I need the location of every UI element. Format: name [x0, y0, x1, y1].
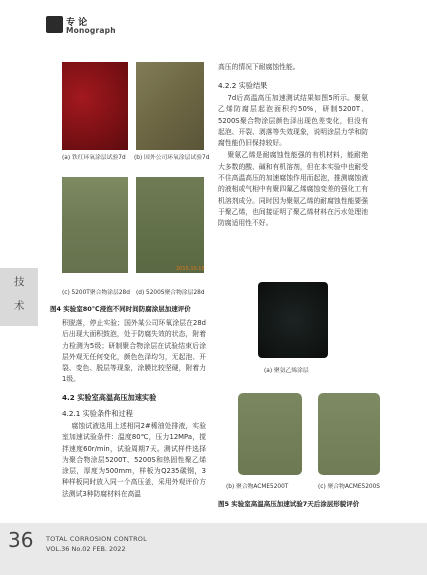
- page-number: 36: [8, 528, 34, 552]
- fig5a-caption: (a) 聚氨乙烯涂层: [264, 368, 309, 374]
- fig5b-photo: [238, 393, 302, 475]
- fig4c-photo: [62, 177, 128, 273]
- fig4a-caption: (a) 铁红环氧涂层试验7d: [62, 155, 126, 161]
- fig5-title: 图5 实验室高温高压加速试验7天后涂层形貌评价: [218, 500, 360, 508]
- section-heading-4-2-2: 4.2.2 实验结果: [218, 81, 268, 90]
- section-heading-4-2-1: 4.2.1 实验条件和过程: [62, 409, 133, 418]
- side-tab-label: 技 术: [14, 276, 25, 312]
- fig5c-caption: (c) 聚合物ACME5200S: [318, 484, 380, 490]
- right-paragraph-1: 7d后高温高压加速测试结果如图5所示。聚氨乙烯防腐层起泡面积约50%，研制5200T、5200S聚合物涂层颜色泽出现色差变化，但没有起泡、开裂、剥落等失效现象，说明涂层力学和防腐性能仍旧保持较好。: [218, 94, 368, 148]
- fig4b-caption: (b) 国外公司环氧涂层试验7d: [134, 155, 210, 161]
- fig4d-photo: [136, 177, 204, 273]
- journal-issue: VOL.36 No.02 FEB. 2022: [46, 545, 126, 553]
- journal-logo-icon: [46, 16, 63, 33]
- section-heading-4-2: 4.2 实验室高温高压加速实验: [62, 393, 157, 402]
- left-column-2: [62, 421, 206, 500]
- fig5c-photo: [318, 393, 380, 475]
- fig4a-photo: [62, 62, 128, 150]
- section-title-en: Monograph: [66, 26, 116, 35]
- right-paragraph-0: 高压的情况下耐腐蚀性能。: [218, 63, 300, 71]
- journal-name: TOTAL CORROSION CONTROL: [46, 535, 147, 543]
- fig4b-photo: [136, 62, 204, 150]
- left-column: [62, 318, 206, 386]
- fig4d-caption: (d) 5200S聚合物涂层28d: [136, 290, 205, 296]
- fig4-date-stamp: 2015.10.15: [176, 266, 205, 272]
- fig5a-photo: [258, 282, 328, 358]
- fig4c-caption: (c) 5200T聚合物涂层28d: [62, 290, 130, 296]
- left-paragraph-1: 积脱落，停止实验；国外某公司环氧涂层在28d后出现大面积鼓泡，处于防腐失效的状态，附着力检测为5级；研制聚合物涂层在试验结束后涂层外观无任何变化，颜色色泽均匀，无起泡、开裂、变色、脱层等现象，涂膜比较坚硬，附着力1级。: [62, 319, 206, 384]
- fig5b-caption: (b) 聚合物ACME5200T: [226, 484, 289, 490]
- left-paragraph-2: 腐蚀试液选用上述相同2#稀油处排液，实验室加速试验条件：温度80℃，压力12MPa，搅拌速度60r/min，试验周期7天。测试样件选择为聚合物涂层5200T、5200S和热固性聚乙烯涂层，厚度为500mm，样板为Q235碳钢，3种样板同时放入同一个高压釜，采用外观评价方法测试3种防腐材料在高温: [62, 422, 206, 498]
- fig4-title: 图4 实验室80℃浸泡不同时间防腐涂层加速评价: [50, 305, 191, 313]
- right-column: [218, 62, 368, 73]
- right-paragraph-2: 聚氨乙烯是耐腐蚀性能强的有机材料，能耐绝大多数的酸、碱和有机溶剂，但在本实验中也耐受不住高温高压的加速腐蚀作用而起泡，推测腐蚀液的液相或气相中有聚四氟乙烯腐蚀变差的强化工有机溶剂成分。同时因为聚氨乙烯的耐腐蚀性能要强于聚乙烯，也间接证明了聚乙烯材料在污水处理池防腐适用性不好。: [218, 151, 368, 228]
- section-title-cn: 专 论: [66, 18, 88, 28]
- right-column-2: [218, 93, 368, 230]
